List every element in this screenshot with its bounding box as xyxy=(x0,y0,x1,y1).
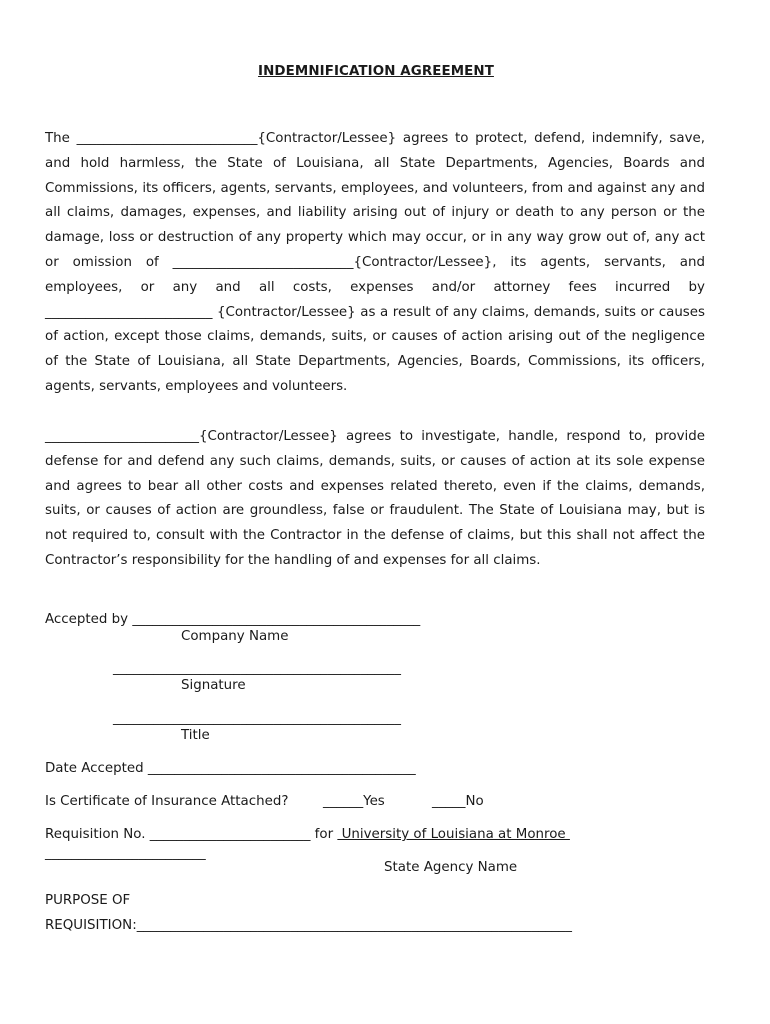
agency-name-value: University of Louisiana at Monroe xyxy=(337,827,570,842)
purpose-label: PURPOSE OF xyxy=(45,893,131,908)
title-line: ___________________________________________ xyxy=(113,711,401,726)
indemnification-paragraph: The ___________________________{Contractor/Lessee} agrees to protect, defend, indemnify, save, and hold harmless, the State of Louisiana, all State Departments, Agencies, Boards and Commissions, its officers, agents, servants, employees, and volunteers, from and against any and all claims, damages, expenses, and liability arising out of injury or death to any person or the damage, loss or destruction of any property which may occur, or in any way grow out of, any act or omission of ___________________________{Contractor/Lessee}, its agents, servants, and employees, or any and all costs, expenses and/or attorney fees incurred by _________________________ {Contractor/Lessee} as a result of any claims, demands, suits or causes of action, except those claims, demands, suits, or causes of action arising out of the negligence of the State of Louisiana, all State Departments, Agencies, Boards, Commissions, its officers, agents, servants, employees and volunteers. xyxy=(45,131,705,394)
certificate-question: Is Certificate of Insurance Attached? xyxy=(45,794,289,809)
document-title: INDEMNIFICATION AGREEMENT xyxy=(258,64,494,79)
requisition-continuation-line: ________________________ xyxy=(45,846,206,861)
certificate-no-option: _____No xyxy=(432,794,484,809)
requisition-number-line xyxy=(45,826,570,844)
signature-label: Signature xyxy=(181,678,246,693)
state-agency-label: State Agency Name xyxy=(384,860,518,875)
defense-paragraph: _______________________{Contractor/Lessee} agrees to investigate, handle, respond to, provide defense for and defend any such claims, demands, suits, or causes of action at its sole expense and agrees to bear all other costs and expenses related thereto, even if the claims, demands, suits, or causes of action are groundless, false or fraudulent. The State of Louisiana may, but is not required to, consult with the Contractor in the defense of claims, but this shall not affect the Contractor’s responsibility for the handling of and expenses for all claims. xyxy=(45,429,705,568)
signature-line: ___________________________________________ xyxy=(113,661,401,676)
accepted-by-line: Accepted by ___________________________________________ xyxy=(45,612,421,627)
requisition-purpose-line: REQUISITION:_________________________________________________________________ xyxy=(45,918,572,933)
title-label: Title xyxy=(181,728,210,743)
company-name-label: Company Name xyxy=(181,629,289,644)
requisition-number-text: Requisition No. ________________________ for xyxy=(45,827,338,842)
date-accepted-line: Date Accepted ________________________________________ xyxy=(45,761,416,776)
certificate-yes-option: ______Yes xyxy=(323,794,385,809)
